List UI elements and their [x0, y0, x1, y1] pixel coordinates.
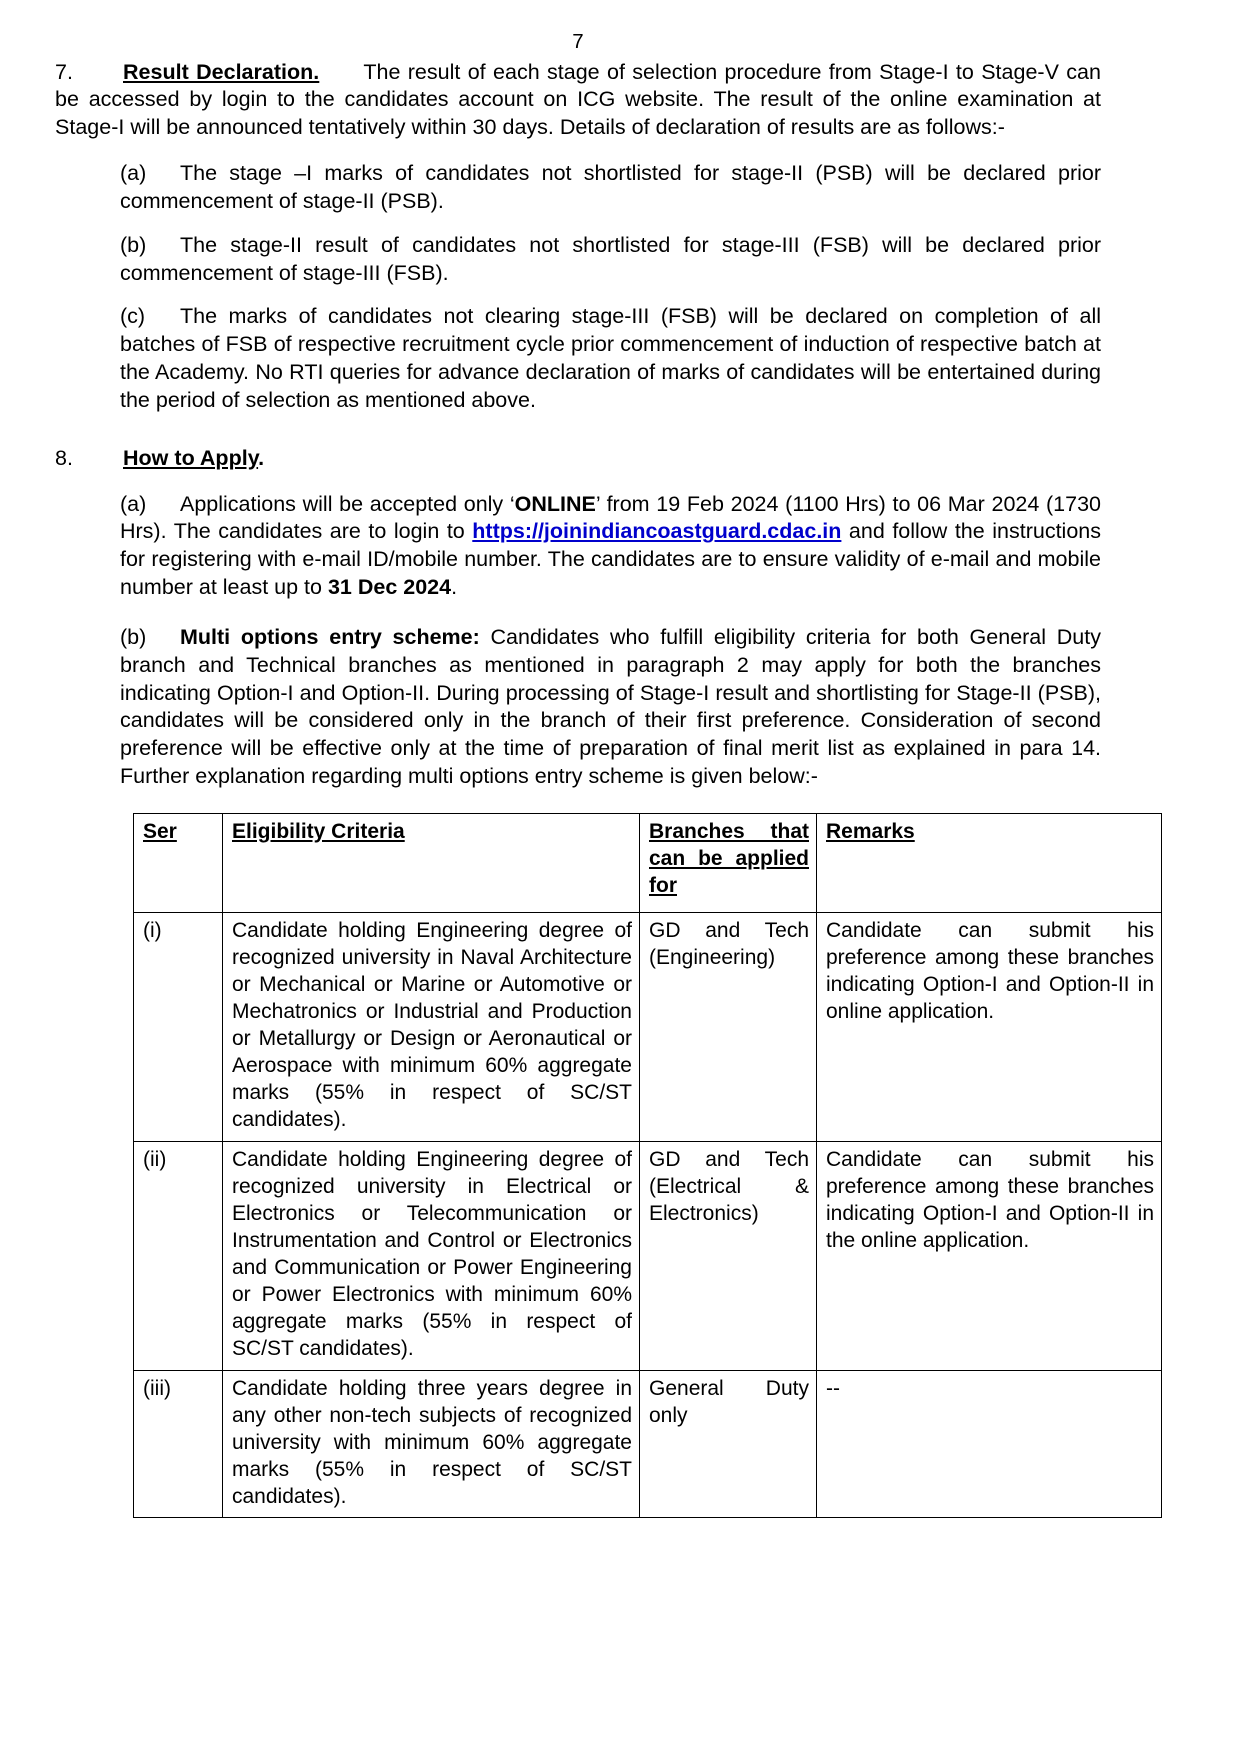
- multi-options-heading: Multi options entry scheme:: [180, 624, 480, 649]
- table-row: [134, 1141, 1162, 1370]
- section-8-heading: How to Apply: [123, 445, 259, 470]
- section-7-item-a-text: The stage –I marks of candidates not shortlisted for stage-II (PSB) will be declared prior commencement of stage-II (PSB).: [120, 161, 1101, 213]
- section-7-paragraph: [55, 59, 1101, 142]
- section-8-item-a-label: (a): [120, 491, 147, 516]
- header-cell-ser: [134, 813, 223, 912]
- spacer: [55, 415, 1101, 445]
- section-7-item-c: [120, 303, 1101, 414]
- spacer: [55, 216, 1101, 232]
- cell-branches: General Duty only: [640, 1370, 817, 1518]
- page-number: 7: [572, 30, 584, 53]
- spacer: [55, 287, 1101, 303]
- section-7-item-a: [120, 160, 1101, 216]
- section-7-item-c-text: The marks of candidates not clearing stage-III (FSB) will be declared on completion of all batches of FSB of respective recruitment cycle prior commencement of induction of respective batch at the Academy. No RTI queries for advance declaration of marks of candidates will be entertained during the period of selection as mentioned above.: [120, 304, 1101, 412]
- header-cell-eligibility: [223, 813, 640, 912]
- section-7-body: The result of each stage of selection procedure from Stage-I to Stage-V can be accessed by login to the candidates account on ICG website. The result of the online examination at Stage-I will be announced tentatively within 30 days. Details of declaration of results are as follows:-: [55, 59, 1101, 140]
- section-7-item-a-label: (a): [120, 161, 147, 186]
- spacer: [55, 602, 1101, 624]
- header-cell-branches: [640, 813, 817, 912]
- section-7-item-c-label: (c): [120, 304, 146, 329]
- cell-remarks: --: [817, 1370, 1162, 1518]
- section-7-item-b: [120, 232, 1101, 288]
- header-label-branches: Branches that can be applied for: [649, 819, 809, 897]
- validity-date: 31 Dec 2024: [327, 575, 452, 600]
- section-8-heading-suffix: .: [258, 445, 265, 470]
- spacer: [55, 144, 1101, 160]
- header-label-remarks: Remarks: [826, 819, 915, 843]
- section-7-heading: Result Declaration.: [123, 59, 320, 84]
- cell-ser: (ii): [134, 1141, 223, 1370]
- table-header-row: [134, 813, 1162, 912]
- online-keyword: ONLINE: [514, 491, 596, 516]
- table-row: [134, 1370, 1162, 1518]
- spacer: [55, 475, 1101, 491]
- section-7-item-b-text: The stage-II result of candidates not shortlisted for stage-III (FSB) will be declared prior commencement of stage-III (FSB).: [120, 232, 1101, 285]
- cell-ser: (i): [134, 912, 223, 1141]
- header-label-eligibility: Eligibility Criteria: [232, 819, 405, 843]
- table-row: [134, 912, 1162, 1141]
- cell-branches: GD and Tech (Electrical & Electronics): [640, 1141, 817, 1370]
- section-8-item-b: [120, 624, 1101, 791]
- section-8-number: 8.: [55, 445, 73, 470]
- cell-ser: (iii): [134, 1370, 223, 1518]
- section-8-item-a-text-4: .: [451, 575, 458, 600]
- section-8-item-a-text-3: and follow the instructions for registering with e-mail ID/mobile number. The candidates are to ensure validity of e-mail and mobile number at least up to: [120, 519, 1101, 600]
- cell-eligibility: Candidate holding three years degree in any other non-tech subjects of recognized university with minimum 60% aggregate marks (55% in respect of SC/ST candidates).: [223, 1370, 640, 1518]
- apply-url-link[interactable]: https://joinindiancoastguard.cdac.in: [472, 519, 842, 544]
- section-8-item-a-text-1: Applications will be accepted only ‘: [180, 491, 515, 516]
- table-header: [134, 813, 1162, 912]
- section-8-item-a-text-2: ’ from 19 Feb 2024 (1100 Hrs) to 06 Mar 2024 (1730 Hrs). The candidates are to login to: [120, 491, 1102, 544]
- cell-eligibility: Candidate holding Engineering degree of recognized university in Naval Architecture or Mechanical or Marine or Automotive or Mechatronics or Industrial and Production or Metallurgy or Design or Aeronautical or Aerospace with minimum 60% aggregate marks (55% in respect of SC/ST candidates).: [223, 912, 640, 1141]
- section-8-item-a: [120, 491, 1101, 602]
- section-8-item-b-text: Candidates who fulfill eligibility criteria for both General Duty branch and Technical branches as mentioned in paragraph 2 may apply for both the branches indicating Option-I and Option-II. During processing of Stage-I result and shortlisting for Stage-II (PSB), candidates will be considered only in the branch of their first preference. Consideration of second preference will be effective only at the time of preparation of final merit list as explained in para 14. Further explanation regarding multi options entry scheme is given below:-: [120, 624, 1101, 788]
- section-8-paragraph: [55, 445, 1101, 473]
- multi-options-table: [133, 813, 1162, 1519]
- section-7-number: 7.: [55, 59, 73, 84]
- cell-branches: GD and Tech (Engineering): [640, 912, 817, 1141]
- section-8-item-b-label: (b): [120, 624, 147, 649]
- cell-remarks: Candidate can submit his preference among these branches indicating Option-I and Option-II in the online application.: [817, 1141, 1162, 1370]
- cell-eligibility: Candidate holding Engineering degree of recognized university in Electrical or Electronics or Telecommunication or Instrumentation and Control or Electronics and Communication or Power Engineering or Power Electronics with minimum 60% aggregate marks (55% in respect of SC/ST candidates).: [223, 1141, 640, 1370]
- section-7-item-b-label: (b): [120, 232, 147, 257]
- cell-remarks: Candidate can submit his preference among these branches indicating Option-I and Option-II in online application.: [817, 912, 1162, 1141]
- table-body: [134, 912, 1162, 1518]
- section-7-spacer: [319, 60, 363, 84]
- section-8-item-b-spacer: [480, 625, 491, 649]
- header-label-ser: Ser: [143, 819, 177, 843]
- header-cell-remarks: [817, 813, 1162, 912]
